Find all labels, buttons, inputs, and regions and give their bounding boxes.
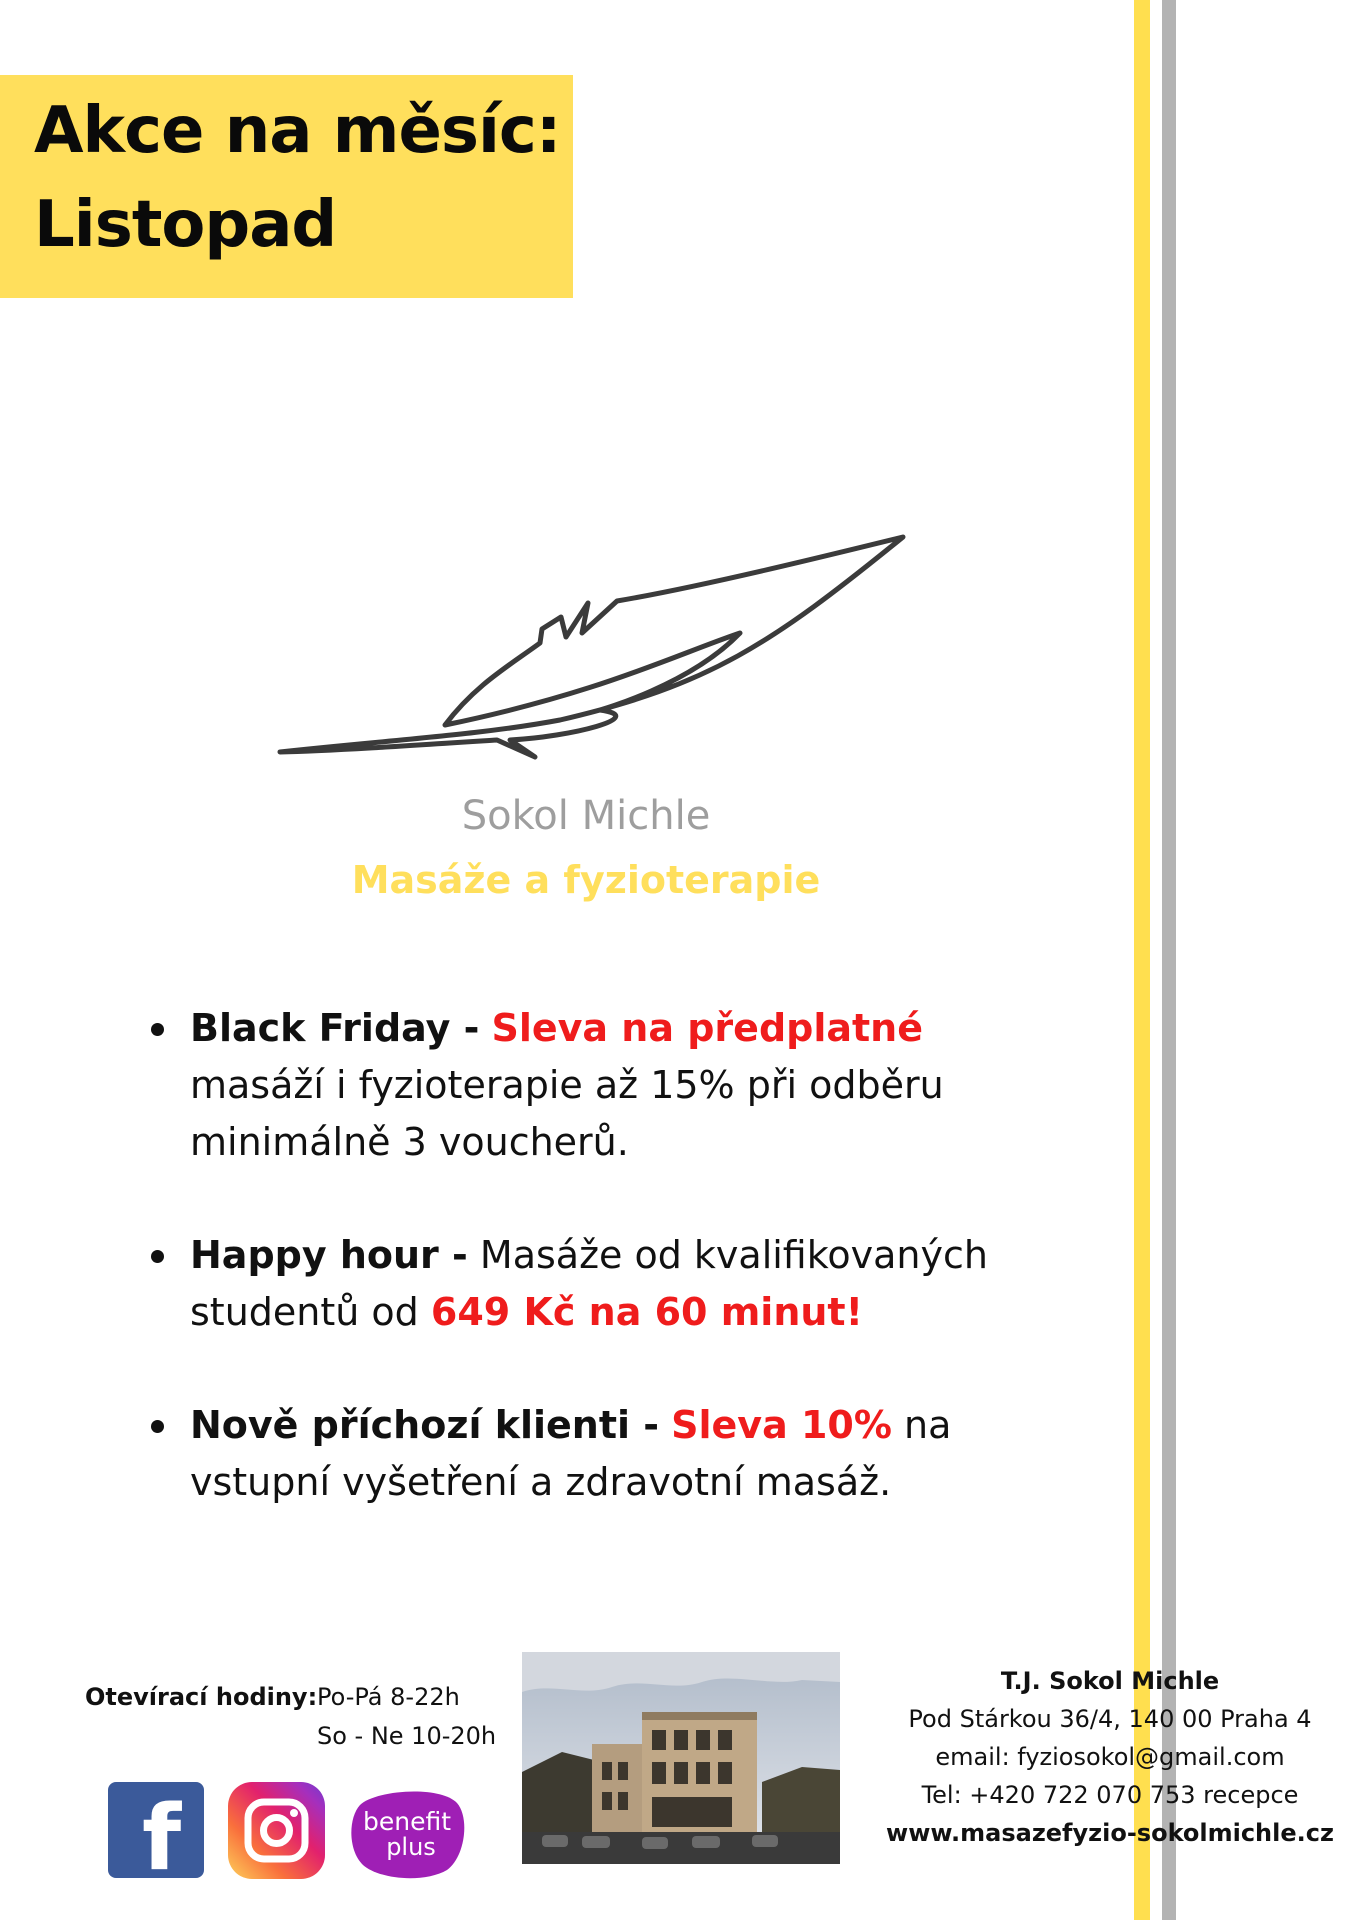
bullet — [151, 1420, 164, 1433]
instagram-icon[interactable] — [228, 1782, 325, 1879]
website-link[interactable]: www.masazefyzio-sokolmichle.cz — [886, 1819, 1334, 1847]
logo-name: Sokol Michle — [461, 793, 711, 839]
benefit-text: benefit — [362, 1807, 452, 1836]
offer-highlight: Sleva na předplatné — [491, 1006, 924, 1050]
offer-title: Nově příchozí klienti - — [190, 1403, 660, 1447]
offers-list — [145, 1000, 1005, 1511]
offer-highlight: 649 Kč na 60 minut! — [430, 1290, 863, 1334]
offer-highlight: Sleva 10% — [671, 1403, 892, 1447]
offer-title: Happy hour - — [190, 1233, 468, 1277]
facebook-icon[interactable]: f — [108, 1782, 204, 1878]
offer-text: masáží i fyzioterapie až 15% při odběru minimálně 3 voucherů. — [190, 1063, 944, 1164]
contact-block — [860, 1662, 1357, 1852]
address: Pod Stárkou 36/4, 140 00 Praha 4 — [908, 1705, 1312, 1733]
title-line-1: Akce na měsíc: — [34, 94, 561, 168]
bullet — [151, 1023, 164, 1036]
gray-side-stripe — [1162, 0, 1176, 1920]
offer-new-clients — [145, 1397, 1005, 1511]
phone-number[interactable]: Tel: +420 722 070 753 recepce — [921, 1781, 1299, 1809]
logo-subtitle: Masáže a fyzioterapie — [351, 858, 821, 902]
yellow-side-stripe — [1134, 0, 1150, 1920]
opening-hours-label: Otevírací hodiny: — [85, 1683, 318, 1711]
offer-happy-hour — [145, 1227, 1005, 1341]
offer-text: Masáže od kvalifikovaných studentů od — [190, 1233, 988, 1334]
opening-hours-weekend: So - Ne 10-20h — [317, 1722, 497, 1750]
title-line-2: Listopad — [34, 188, 337, 262]
email-link[interactable]: email: fyziosokol@gmail.com — [935, 1743, 1285, 1771]
bullet — [151, 1250, 164, 1263]
opening-hours-weekdays: Po-Pá 8-22h — [317, 1683, 460, 1711]
benefit-plus-logo[interactable] — [345, 1785, 467, 1880]
feather-icon — [270, 525, 910, 775]
sokol-building-photo — [522, 1652, 840, 1864]
offer-title: Black Friday - — [190, 1006, 480, 1050]
organization-name: T.J. Sokol Michle — [1000, 1667, 1220, 1695]
plus-text: plus — [386, 1833, 436, 1861]
offer-text: na vstupní vyšetření a zdravotní masáž. — [190, 1403, 952, 1504]
offer-black-friday — [145, 1000, 1005, 1171]
